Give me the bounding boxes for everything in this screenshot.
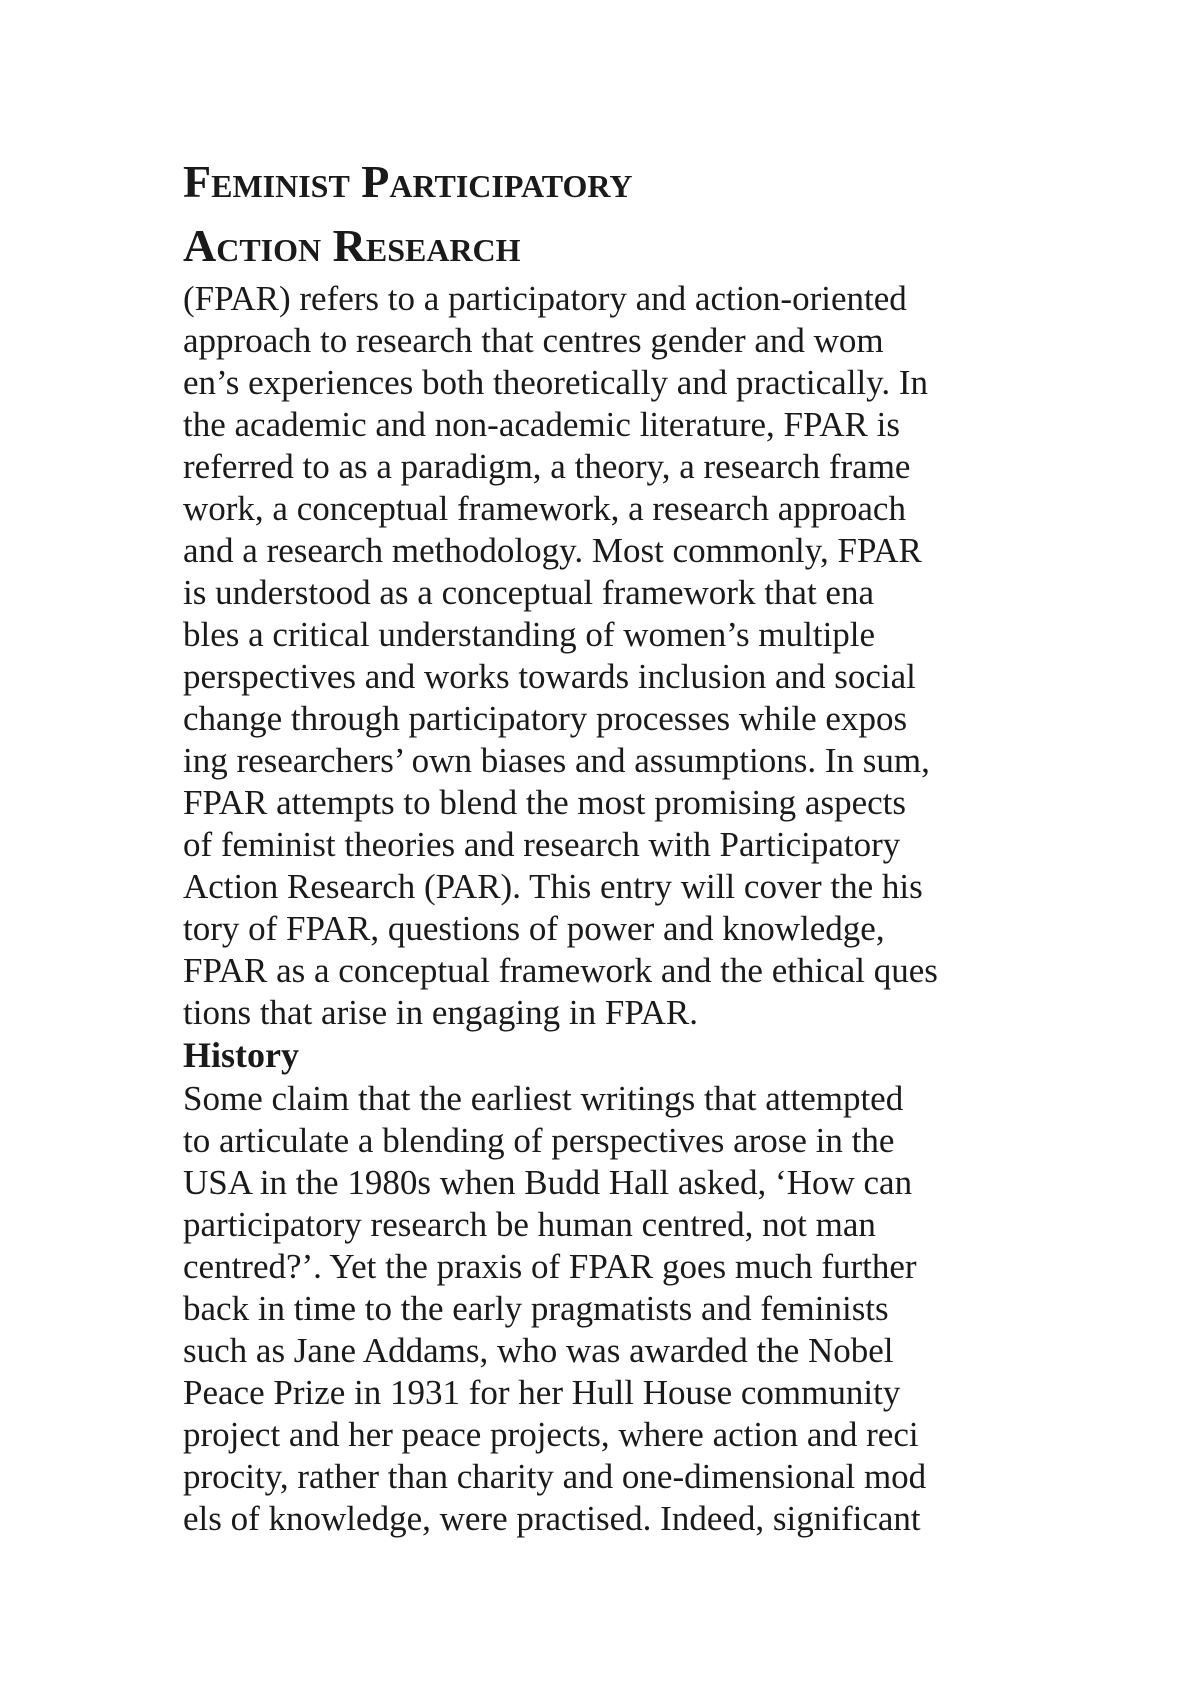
intro-line-6: work, a conceptual framework, a research approach	[183, 489, 906, 528]
intro-line-12: ing researchers’ own biases and assumptions. In sum,	[183, 741, 930, 780]
intro-line-4: the academic and non-academic literature, FPAR is	[183, 405, 900, 444]
intro-line-8: is understood as a conceptual framework that ena	[183, 573, 874, 612]
intro-line-3: en’s experiences both theoretically and practically. In	[183, 363, 929, 402]
intro-line-10: perspectives and works towards inclusion and social	[183, 657, 916, 696]
entry-title-line-1: Feminist Participatory	[183, 156, 633, 207]
entry-title-line-2: Action Research	[183, 220, 521, 271]
history-line-1: Some claim that the earliest writings that attempted	[183, 1079, 904, 1118]
intro-line-13: FPAR attempts to blend the most promising aspects	[183, 783, 907, 822]
history-line-6: back in time to the early pragmatists and feminists	[183, 1289, 889, 1328]
history-line-3: USA in the 1980s when Budd Hall asked, ‘How can	[183, 1163, 913, 1202]
history-line-11: els of knowledge, were practised. Indeed, significant	[183, 1499, 921, 1538]
history-line-8: Peace Prize in 1931 for her Hull House community	[183, 1373, 901, 1412]
intro-paragraph	[183, 278, 1003, 1034]
encyclopedia-entry	[183, 150, 1003, 1540]
intro-line-17: FPAR as a conceptual framework and the ethical ques	[183, 951, 938, 990]
intro-line-18: tions that arise in engaging in FPAR.	[183, 993, 698, 1032]
history-paragraph	[183, 1078, 1003, 1540]
entry-title	[183, 150, 1003, 278]
history-line-7: such as Jane Addams, who was awarded the Nobel	[183, 1331, 894, 1370]
history-line-5: centred?’. Yet the praxis of FPAR goes much further	[183, 1247, 917, 1286]
intro-line-7: and a research methodology. Most commonly, FPAR	[183, 531, 922, 570]
history-line-10: procity, rather than charity and one-dimensional mod	[183, 1457, 927, 1496]
history-heading: History	[183, 1035, 299, 1075]
intro-line-14: of feminist theories and research with Participatory	[183, 825, 901, 864]
intro-line-11: change through participatory processes while expos	[183, 699, 908, 738]
intro-line-16: tory of FPAR, questions of power and knowledge,	[183, 909, 885, 948]
intro-line-5: referred to as a paradigm, a theory, a research frame	[183, 447, 911, 486]
intro-line-2: approach to research that centres gender and wom	[183, 321, 884, 360]
history-line-4: participatory research be human centred, not man	[183, 1205, 876, 1244]
history-line-9: project and her peace projects, where action and reci	[183, 1415, 919, 1454]
history-line-2: to articulate a blending of perspectives arose in the	[183, 1121, 895, 1160]
intro-line-9: bles a critical understanding of women’s multiple	[183, 615, 876, 654]
intro-line-1: (FPAR) refers to a participatory and action-oriented	[183, 279, 907, 318]
intro-line-15: Action Research (PAR). This entry will cover the his	[183, 867, 923, 906]
